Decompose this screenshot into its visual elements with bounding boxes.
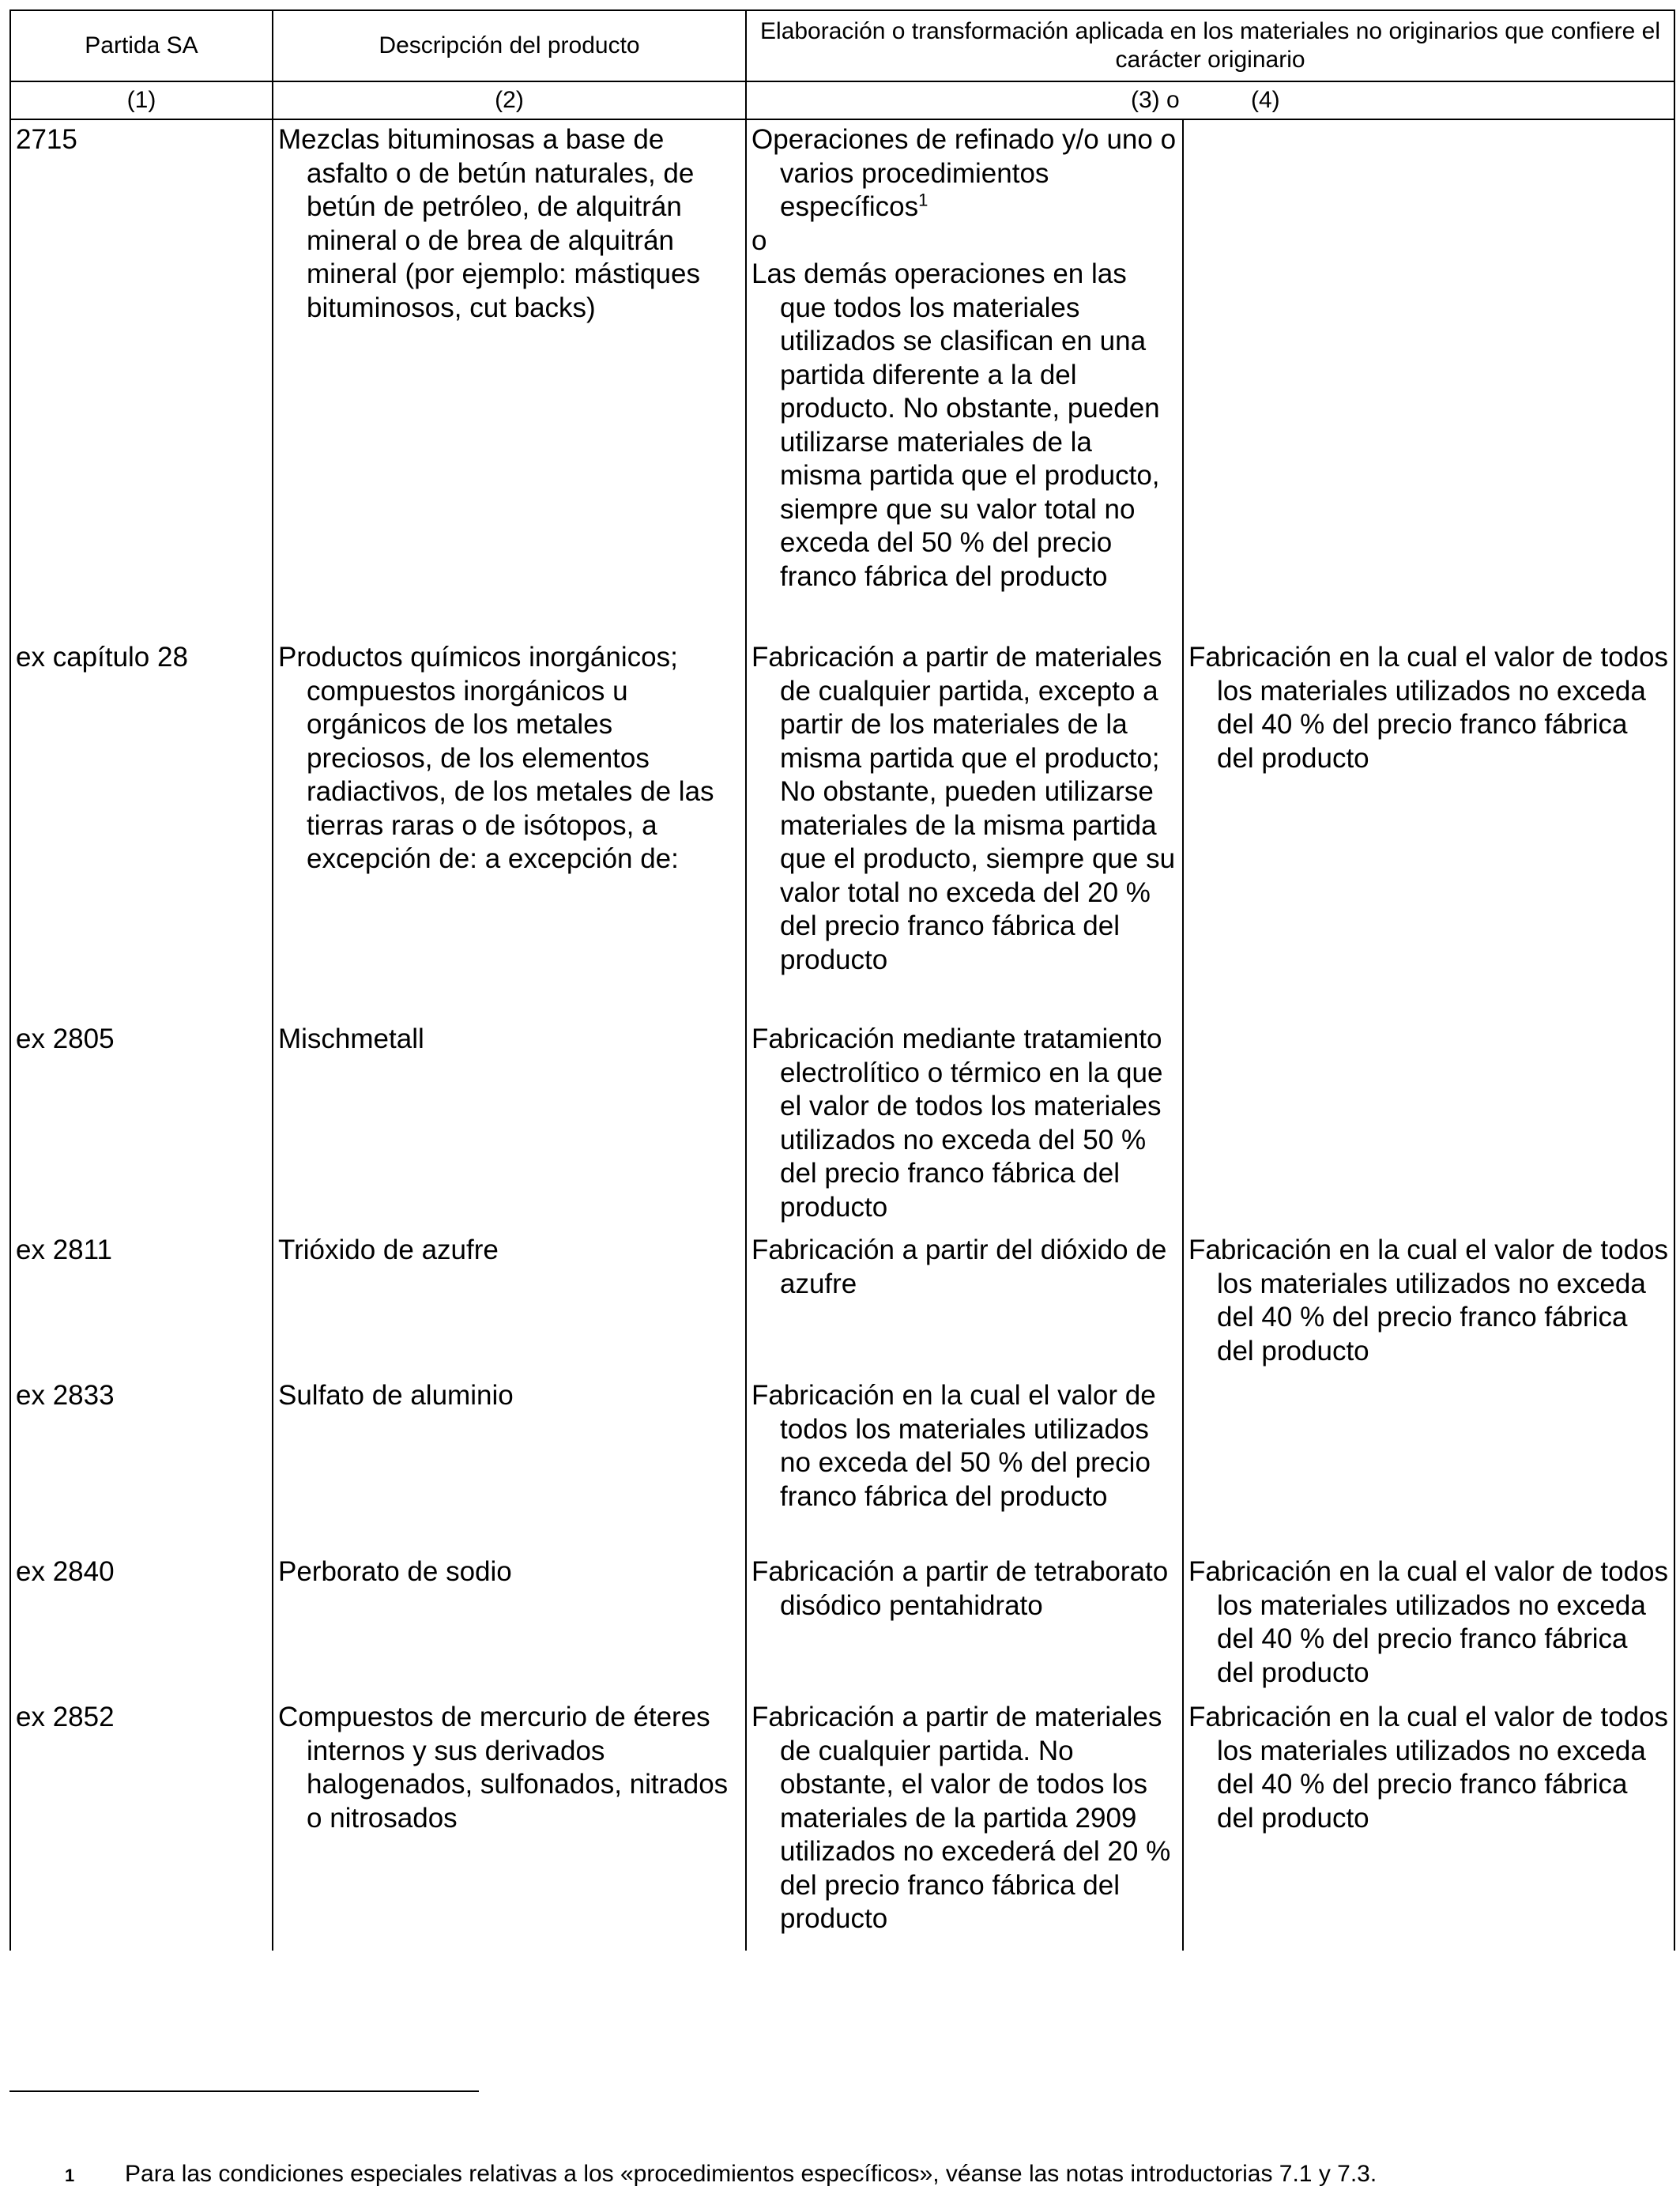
cell-alternativa [1183,1231,1674,1376]
table-row [10,1552,1674,1698]
header-elaboracion: Elaboración o transformación aplicada en los materiales no originarios que confiere el carácter originario [746,10,1674,81]
cell-descripcion [273,1552,746,1698]
table-row [10,1020,1674,1231]
cell-alternativa [1183,638,1674,1020]
cell-partida: 2715 [10,119,273,638]
cell-elaboracion [746,119,1183,638]
table-row [10,1698,1674,1951]
cell-descripcion-text: Compuestos de mercurio de éteres internos y sus derivados halogenados, sulfonados, nitrados o nitrosados [278,1702,729,1834]
cell-partida: ex 2840 [10,1552,273,1698]
cell-alternativa [1183,1552,1674,1698]
elaboracion-or: o [751,224,767,256]
cell-partida: ex 2811 [10,1231,273,1376]
header-partida: Partida SA [10,10,273,81]
cell-alternativa [1183,119,1674,638]
cell-elaboracion-text-2: Las demás operaciones en las que todos los materiales utilizados se clasifican en una partida diferente a la del producto. No obstante, pueden utilizarse materiales de la misma partida que el producto, siempre que su valor total no exceda del 50 % del precio franco fábrica del producto [751,258,1160,592]
cell-partida: ex 2805 [10,1020,273,1231]
footnote-mark: 1 [65,2166,75,2185]
cell-descripcion-text: Trióxido de azufre [278,1235,499,1265]
cell-descripcion-text: Mezclas bituminosas a base de asfalto o de betún naturales, de betún de petróleo, de alquitrán mineral o de brea de alquitrán mineral (por ejemplo: mástiques bituminosos, cut backs) [278,124,700,323]
footnote-text: Para las condiciones especiales relativas a los «procedimientos específicos», véanse las notas introductorias 7.1 y 7.3. [125,2161,1377,2187]
cell-alternativa-text: Fabricación en la cual el valor de todos los materiales utilizados no exceda del 40 % del precio franco fábrica del producto [1188,642,1669,774]
table-row [10,1231,1674,1376]
column-number-3: (3) o [1131,87,1180,113]
cell-alternativa [1183,1020,1674,1231]
cell-partida: ex capítulo 28 [10,638,273,1020]
cell-elaboracion [746,1376,1183,1552]
cell-descripcion-text: Perborato de sodio [278,1556,512,1587]
cell-alternativa [1183,1376,1674,1552]
cell-alternativa-text: Fabricación en la cual el valor de todos los materiales utilizados no exceda del 40 % del precio franco fábrica del producto [1188,1556,1669,1688]
cell-elaboracion-text: Fabricación a partir de tetraborato disódico pentahidrato [751,1556,1169,1621]
cell-alternativa [1183,1698,1674,1951]
cell-elaboracion-text: Fabricación a partir de materiales de cualquier partida, excepto a partir de los materiales de la misma partida que el producto; No obstante, pueden utilizarse materiales de la misma partida que el producto, siempre que su valor total no exceda del 20 % del precio franco fábrica del producto [751,642,1176,975]
cell-descripcion [273,1376,746,1552]
column-number-2: (2) [273,81,746,119]
cell-partida: ex 2833 [10,1376,273,1552]
table-row [10,1376,1674,1552]
column-number-4: (4) [1251,87,1280,113]
cell-descripcion-text: Productos químicos inorgánicos; compuestos inorgánicos u orgánicos de los metales preciosos, de los elementos radiactivos, de los metales de las tierras raras o de isótopos, a excepción de: a excepción de: [278,642,714,874]
cell-elaboracion-text: Fabricación a partir del dióxido de azufre [751,1235,1167,1299]
column-number-row [10,81,1674,119]
table-row [10,638,1674,1020]
footnote-reference: 1 [918,190,929,210]
cell-elaboracion [746,638,1183,1020]
cell-descripcion [273,119,746,638]
header-row [10,10,1674,81]
cell-alternativa-text: Fabricación en la cual el valor de todos los materiales utilizados no exceda del 40 % del precio franco fábrica del producto [1188,1235,1669,1367]
footnote-divider [9,2090,479,2092]
elaboracion-option-1: Operaciones de refinado y/o uno o varios procedimientos específicos [751,124,1177,222]
cell-descripcion-text: Sulfato de aluminio [278,1380,514,1411]
cell-elaboracion [746,1231,1183,1376]
cell-descripcion [273,1231,746,1376]
cell-elaboracion-text-1 [751,123,1177,224]
cell-elaboracion [746,1552,1183,1698]
cell-descripcion [273,638,746,1020]
cell-elaboracion [746,1698,1183,1951]
cell-elaboracion [746,1020,1183,1231]
cell-descripcion-text: Mischmetall [278,1023,424,1054]
column-number-1: (1) [10,81,273,119]
cell-alternativa-text: Fabricación en la cual el valor de todos los materiales utilizados no exceda del 40 % del precio franco fábrica del producto [1188,1702,1669,1834]
table-row [10,119,1674,638]
cell-elaboracion-text: Fabricación mediante tratamiento electrolítico o térmico en la que el valor de todos los materiales utilizados no exceda del 50 % del precio franco fábrica del producto [751,1023,1163,1223]
column-number-3-4 [746,81,1674,119]
cell-partida: ex 2852 [10,1698,273,1951]
header-descripcion: Descripción del producto [273,10,746,81]
rules-of-origin-table [9,9,1675,1951]
cell-descripcion [273,1698,746,1951]
cell-elaboracion-text: Fabricación a partir de materiales de cualquier partida. No obstante, el valor de todos los materiales de la partida 2909 utilizados no excederá del 20 % del precio franco fábrica del producto [751,1702,1171,1934]
cell-descripcion [273,1020,746,1231]
cell-elaboracion-text: Fabricación en la cual el valor de todos los materiales utilizados no exceda del 50 % del precio franco fábrica del producto [751,1380,1156,1512]
